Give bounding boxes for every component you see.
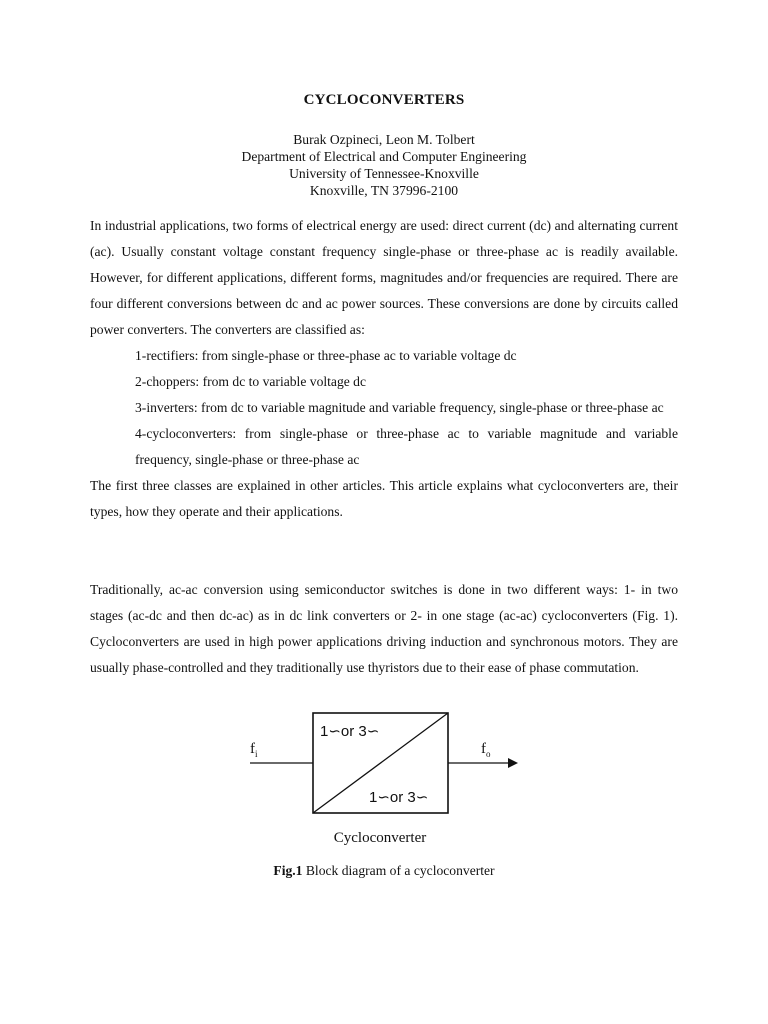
- block-label: Cycloconverter: [333, 830, 427, 846]
- intro-closing-text: The first three classes are explained in other articles. This article explains what cycloconverters are, their types, how they operate and their applications.: [90, 478, 678, 519]
- intro-text: In industrial applications, two forms of electrical energy are used: direct current (dc) and alternating current (ac). Usually constant voltage constant frequency single-phase or three-phase ac is readily available. However, for different applications, different forms, magnitudes and/or frequencies are required. There are four different conversions between dc and ac power sources. These conversions are done by circuits called power converters. The converters are classified as:: [90, 218, 678, 337]
- block-diagram-svg: [240, 710, 530, 850]
- figure-block-diagram: [240, 710, 530, 850]
- author-block: [0, 131, 768, 199]
- list-item-inverters: 3-inverters: from dc to variable magnitude and variable frequency, single-phase or three-phase ac: [135, 400, 664, 415]
- figure-caption: [0, 863, 768, 879]
- input-phase-label: 1∽or 3∽: [320, 723, 380, 740]
- output-arrowhead: [508, 758, 518, 768]
- list-item-rectifiers: 1-rectifiers: from single-phase or three-phase ac to variable voltage dc: [135, 348, 517, 363]
- output-frequency-label: $f_o$: [481, 741, 491, 759]
- second-paragraph: Traditionally, ac-ac conversion using semiconductor switches is done in two different ways: 1- in two stages (ac-dc and then dc-ac) as in dc link converters or 2- in one stage (ac-ac) cycloconverters (Fig. 1). Cycloconverters are used in high power applications driving induction and synchronous motors. They are usually phase-controlled and they traditionally use thyristors due to their ease of phase commutation.: [90, 582, 678, 675]
- author-department: Department of Electrical and Computer Engineering: [241, 149, 527, 164]
- output-phase-label: 1∽or 3∽: [369, 789, 429, 806]
- author-names: Burak Ozpineci, Leon M. Tolbert: [293, 132, 475, 147]
- author-address: Knoxville, TN 37996-2100: [309, 183, 459, 198]
- figure-caption-text: Block diagram of a cycloconverter: [302, 863, 495, 878]
- author-university: University of Tennessee-Knoxville: [289, 166, 479, 181]
- paper-title: CYCLOCONVERTERS: [303, 92, 465, 108]
- intro-paragraph: [90, 213, 678, 525]
- input-frequency-label: $f_i$: [250, 741, 258, 759]
- list-item-choppers: 2-choppers: from dc to variable voltage dc: [135, 374, 367, 389]
- figure-caption-label: Fig.1: [273, 863, 303, 878]
- list-item-cycloconverters: 4-cycloconverters: from single-phase or three-phase ac to variable magnitude and variable frequency, single-phase or three-phase ac: [135, 426, 678, 467]
